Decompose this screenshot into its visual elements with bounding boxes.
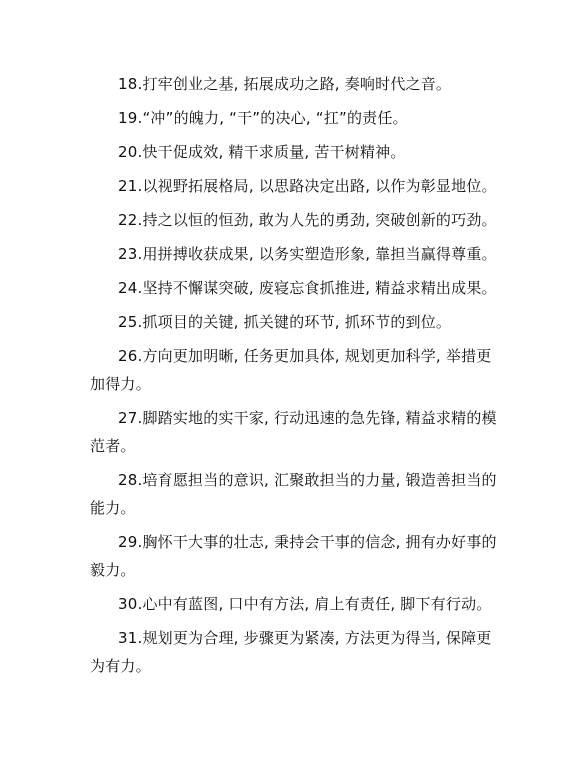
list-item: 21.以视野拓展格局, 以思路决定出路, 以作为彰显地位。 bbox=[118, 177, 497, 195]
list-item: 27.脚踏实地的实干家, 行动迅速的急先锋, 精益求精的模范者。 bbox=[90, 409, 497, 455]
list-item: 26.方向更加明晰, 任务更加具体, 规划更加科学, 举措更加得力。 bbox=[90, 347, 492, 393]
list-item: 23.用拼搏收获成果, 以务实塑造形象, 靠担当赢得尊重。 bbox=[118, 245, 497, 263]
list-item: 28.培育愿担当的意识, 汇聚敢担当的力量, 锻造善担当的能力。 bbox=[90, 471, 497, 517]
list-item: 31.规划更为合理, 步骤更为紧凑, 方法更为得当, 保障更为有力。 bbox=[90, 629, 492, 675]
list-item: 19.“冲”的魄力, “干”的决心, “扛”的责任。 bbox=[118, 109, 408, 127]
list-item: 29.胸怀干大事的壮志, 秉持会干事的信念, 拥有办好事的毅力。 bbox=[90, 533, 497, 579]
list-item: 22.持之以恒的恒劲, 敢为人先的勇劲, 突破创新的巧劲。 bbox=[118, 211, 497, 229]
list-item: 24.坚持不懈谋突破, 废寝忘食抓推进, 精益求精出成果。 bbox=[118, 279, 497, 297]
list-item: 30.心中有蓝图, 口中有方法, 肩上有责任, 脚下有行动。 bbox=[118, 595, 492, 613]
document-body bbox=[90, 70, 502, 686]
list-item: 20.快干促成效, 精干求质量, 苦干树精神。 bbox=[118, 143, 406, 161]
list-item: 25.抓项目的关键, 抓关键的环节, 抓环节的到位。 bbox=[118, 313, 452, 331]
list-item: 18.打牢创业之基, 拓展成功之路, 奏响时代之音。 bbox=[118, 75, 452, 93]
